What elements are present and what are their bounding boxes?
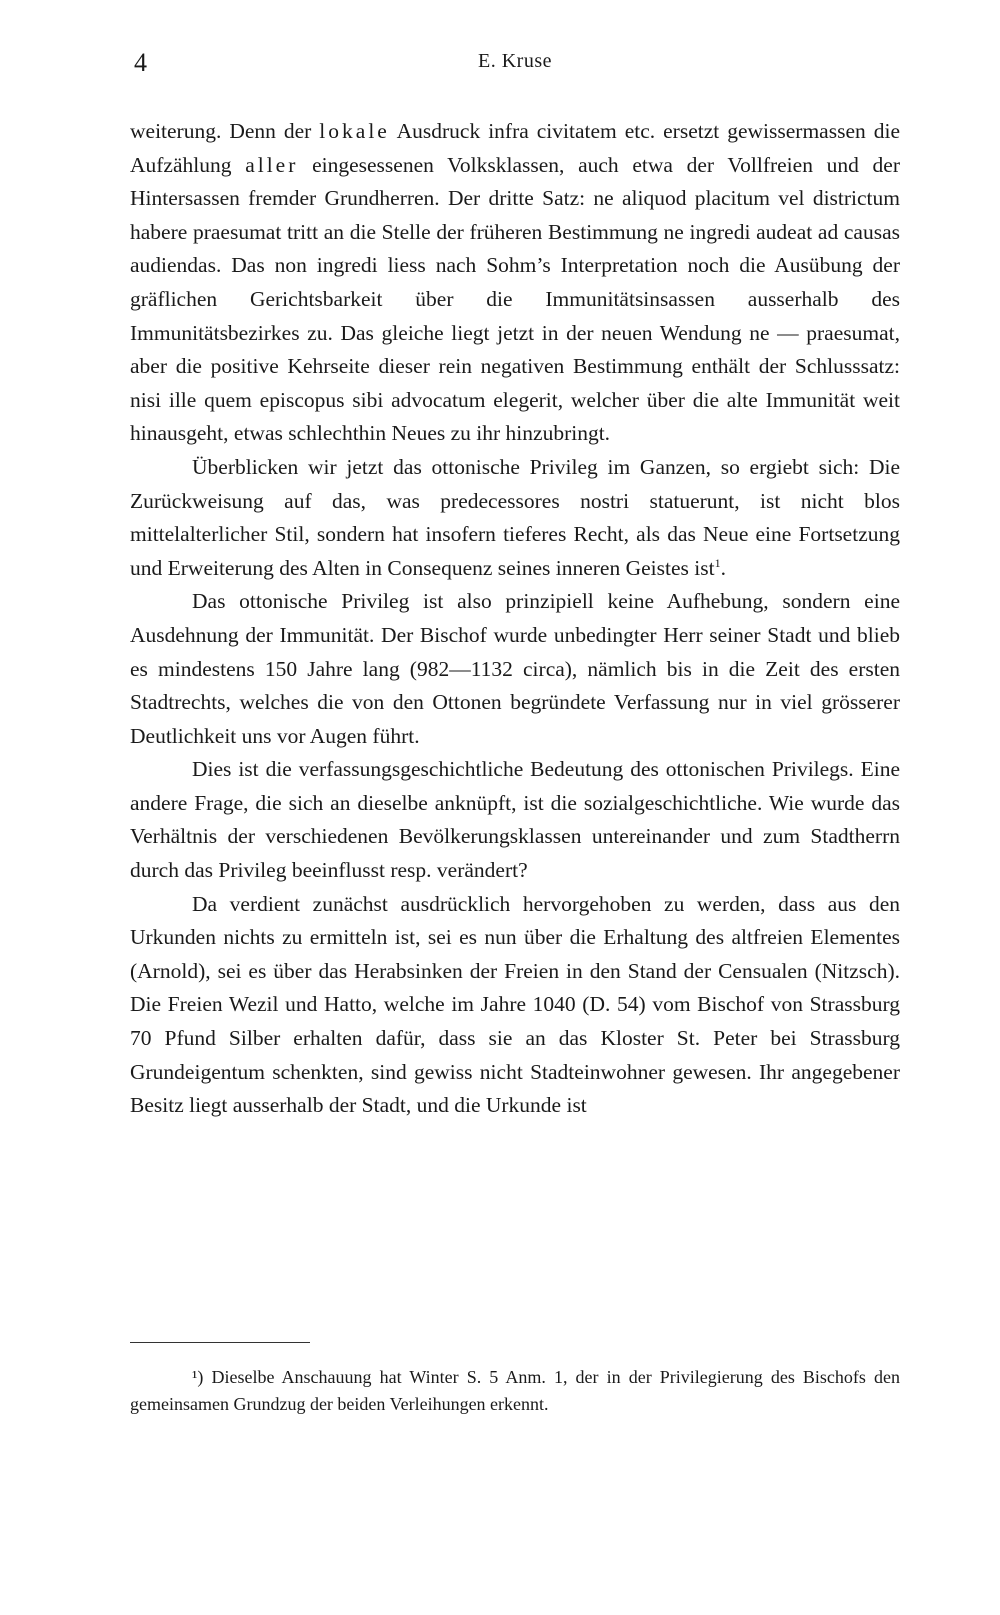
paragraph-1-text-a: weiterung. Denn der — [130, 119, 320, 143]
footnote-marker: ¹) — [192, 1367, 204, 1387]
paragraph-2-end: . — [720, 555, 726, 580]
paragraph-4: Dies ist die verfassungsgeschichtliche Bedeutung des ottonischen Privilegs. Eine andere Frage, die sich an dieselbe anknüpft, ist die sozialgeschichtliche. Wie wurde das Verhältnis der verschiedenen Bevölkerungsklassen untereinander und zum Stadtherrn durch das Privileg beeinflusst resp. verändert? — [130, 757, 900, 883]
paragraph-2-text: Überblicken wir jetzt das ottonische Privileg im Ganzen, so ergiebt sich: Die Zurückweisung auf das, was predecessores nostri statuerunt, ist nicht blos mittelalterlicher Stil, sondern hat insofern tieferes Recht, als das Neue eine Fortsetzung und Erweiterung des Alten in Consequenz seines inneren Geistes ist — [130, 454, 900, 580]
paragraph-2 — [130, 451, 900, 585]
footnotes — [130, 1364, 900, 1418]
paragraph-1 — [130, 115, 900, 451]
footnote-reference[interactable]: 1 — [714, 555, 721, 570]
footnote-divider — [130, 1342, 310, 1343]
paragraph-1-text-e: eingesessenen Volksklassen, auch etwa der Vollfreien und der Hintersassen fremder Grundherren. Der dritte Satz: ne aliquod placitum vel districtum habere praesumat tritt an die Stelle der früheren Bestimmung ne ingredi audeat ad causas audiendas. Das non ingredi liess nach Sohm’s Interpretation noch die Ausübung der gräflichen Gerichtsbarkeit über die Immunitätsinsassen ausserhalb des Immunitätsbezirkes zu. Das gleiche liegt jetzt in der neuen Wendung ne — praesumat, aber die positive Kehrseite dieser rein negativen Bestimmung enthält der Schlusssatz: nisi ille quem episcopus sibi advocatum elegerit, welcher über die alte Immunität weit hinausgeht, etwas schlechthin Neues zu ihr hinzubringt. — [130, 152, 901, 446]
footnote-1 — [130, 1364, 900, 1418]
page-number: 4 — [134, 48, 147, 77]
page-header — [130, 48, 900, 84]
emphasis-aller: aller — [245, 152, 299, 177]
paragraph-1-text-c: Ausdruck infra civitatem etc. ersetzt gewissermassen die Aufzählung — [130, 119, 900, 177]
body-text — [130, 115, 900, 1123]
running-head: E. Kruse — [478, 50, 552, 72]
emphasis-lokale: lokale — [319, 119, 390, 143]
paragraph-3: Das ottonische Privileg ist also prinzipiell keine Aufhebung, sondern eine Ausdehnung der Immunität. Der Bischof wurde unbedingter Herr seiner Stadt und blieb es mindestens 150 Jahre lang (982—1132 circa), nämlich bis in die Zeit des ersten Stadtrechts, welches die von den Ottonen begründete Verfassung nur in viel grösserer Deutlichkeit uns vor Augen führt. — [130, 589, 900, 748]
paragraph-5: Da verdient zunächst ausdrücklich hervorgehoben zu werden, dass aus den Urkunden nichts zu ermitteln ist, sei es nun über die Erhaltung des altfreien Elementes (Arnold), sei es über das Herabsinken der Freien in den Stand der Censualen (Nitzsch). Die Freien Wezil und Hatto, welche im Jahre 1040 (D. 54) vom Bischof von Strassburg 70 Pfund Silber erhalten dafür, dass sie an das Kloster St. Peter bei Strassburg Grundeigentum schenkten, sind gewiss nicht Stadteinwohner gewesen. Ihr angegebener Besitz liegt ausserhalb der Stadt, und die Urkunde ist — [130, 891, 900, 1118]
footnote-text: Dieselbe Anschauung hat Winter S. 5 Anm. 1, der in der Privilegierung des Bischofs den gemeinsamen Grundzug der beiden Verleihungen erkennt. — [130, 1367, 900, 1414]
